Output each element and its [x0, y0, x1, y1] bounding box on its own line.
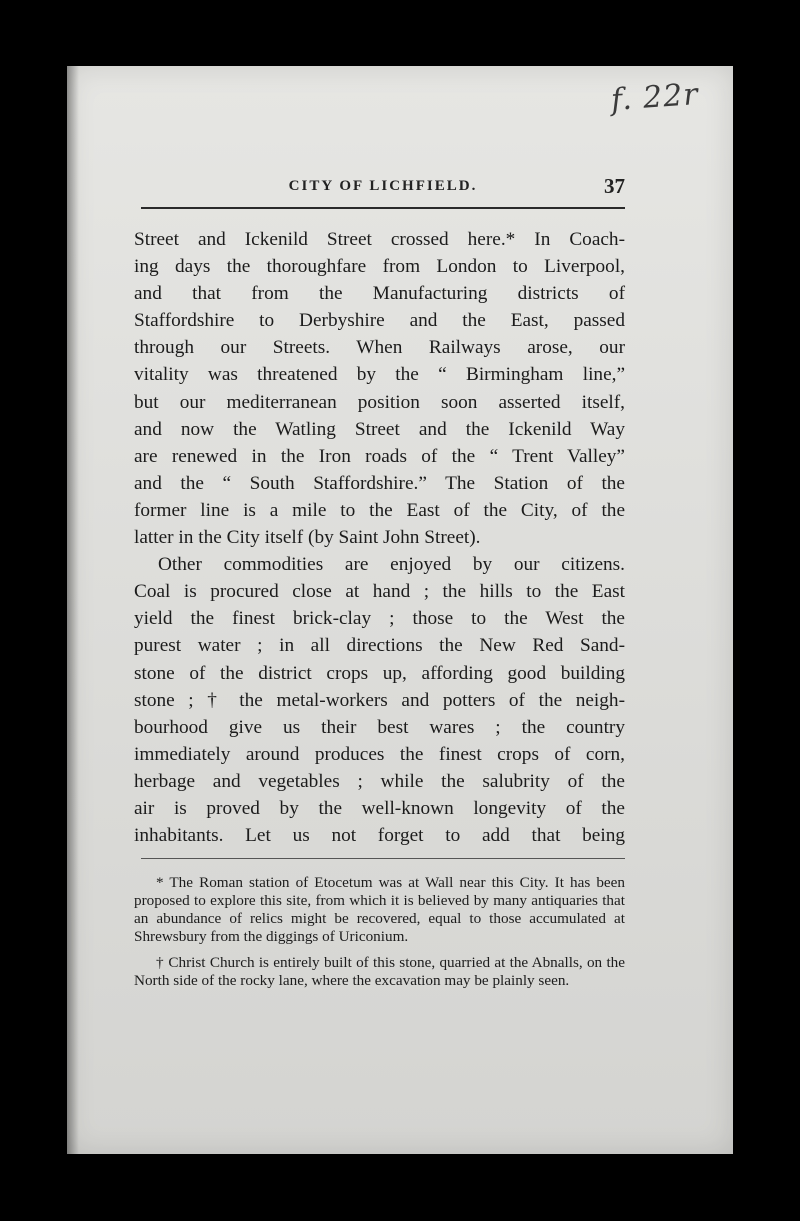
- body-line: Coal is procured close at hand ; the hills to the East: [134, 581, 625, 603]
- page-number: 37: [604, 174, 625, 198]
- handwritten-folio-note: f. 22r: [609, 76, 700, 119]
- body-line: and now the Watling Street and the Ickenild Way: [134, 418, 625, 440]
- body-line: bourhood give us their best wares ; the country: [134, 716, 625, 738]
- body-line: inhabitants. Let us not forget to add that being: [134, 825, 625, 847]
- body-line: vitality was threatened by the “ Birmingham line,”: [134, 364, 625, 386]
- running-title: CITY OF LICHFIELD.: [288, 178, 478, 194]
- body-line: immediately around produces the finest crops of corn,: [134, 743, 625, 765]
- body-line: are renewed in the Iron roads of the “ Trent Valley”: [134, 445, 625, 467]
- body-line: Street and Ickenild Street crossed here.* In Coach-: [134, 229, 625, 250]
- body-line: and that from the Manufacturing districts of: [134, 283, 625, 305]
- footnote-dagger: † Christ Church is entirely built of this stone, quarried at the Abnalls, on the North side of the rocky lane, where the excavation may be plainly seen.: [134, 953, 625, 989]
- body-line: air is proved by the well-known longevity of the: [134, 797, 625, 819]
- body-line: and the “ South Staffordshire.” The Station of the: [134, 472, 625, 494]
- body-line: stone of the district crops up, affording good building: [134, 662, 625, 684]
- body-line: ing days the thoroughfare from London to Liverpool,: [134, 256, 625, 278]
- body-line: purest water ; in all directions the New Red Sand-: [134, 635, 625, 657]
- body-text: [134, 226, 625, 849]
- footnotes: [134, 874, 625, 997]
- footnote-asterisk: * The Roman station of Etocetum was at Wall near this City. It has been proposed to explore this site, from which it is believed by many antiquaries that an abundance of relics might be recovered, equal to those accumulated at Shrewsbury from the diggings of Uriconium.: [134, 874, 625, 945]
- book-page: [67, 66, 733, 1154]
- body-line: herbage and vegetables ; while the salubrity of the: [134, 770, 625, 792]
- running-head: [141, 174, 625, 206]
- body-line: but our mediterranean position soon asserted itself,: [134, 391, 625, 413]
- body-line: through our Streets. When Railways arose, our: [134, 337, 625, 359]
- body-line: latter in the City itself (by Saint John Street).: [134, 527, 481, 549]
- body-line: former line is a mile to the East of the City, of the: [134, 499, 625, 521]
- footnote-rule: [141, 858, 625, 859]
- header-rule: [141, 207, 625, 209]
- body-line: Staffordshire to Derbyshire and the East, passed: [134, 310, 625, 332]
- body-line: yield the finest brick-clay ; those to the West the: [134, 608, 625, 630]
- body-line: Other commodities are enjoyed by our citizens.: [158, 554, 625, 576]
- body-line: stone ; † the metal-workers and potters of the neigh-: [134, 689, 625, 711]
